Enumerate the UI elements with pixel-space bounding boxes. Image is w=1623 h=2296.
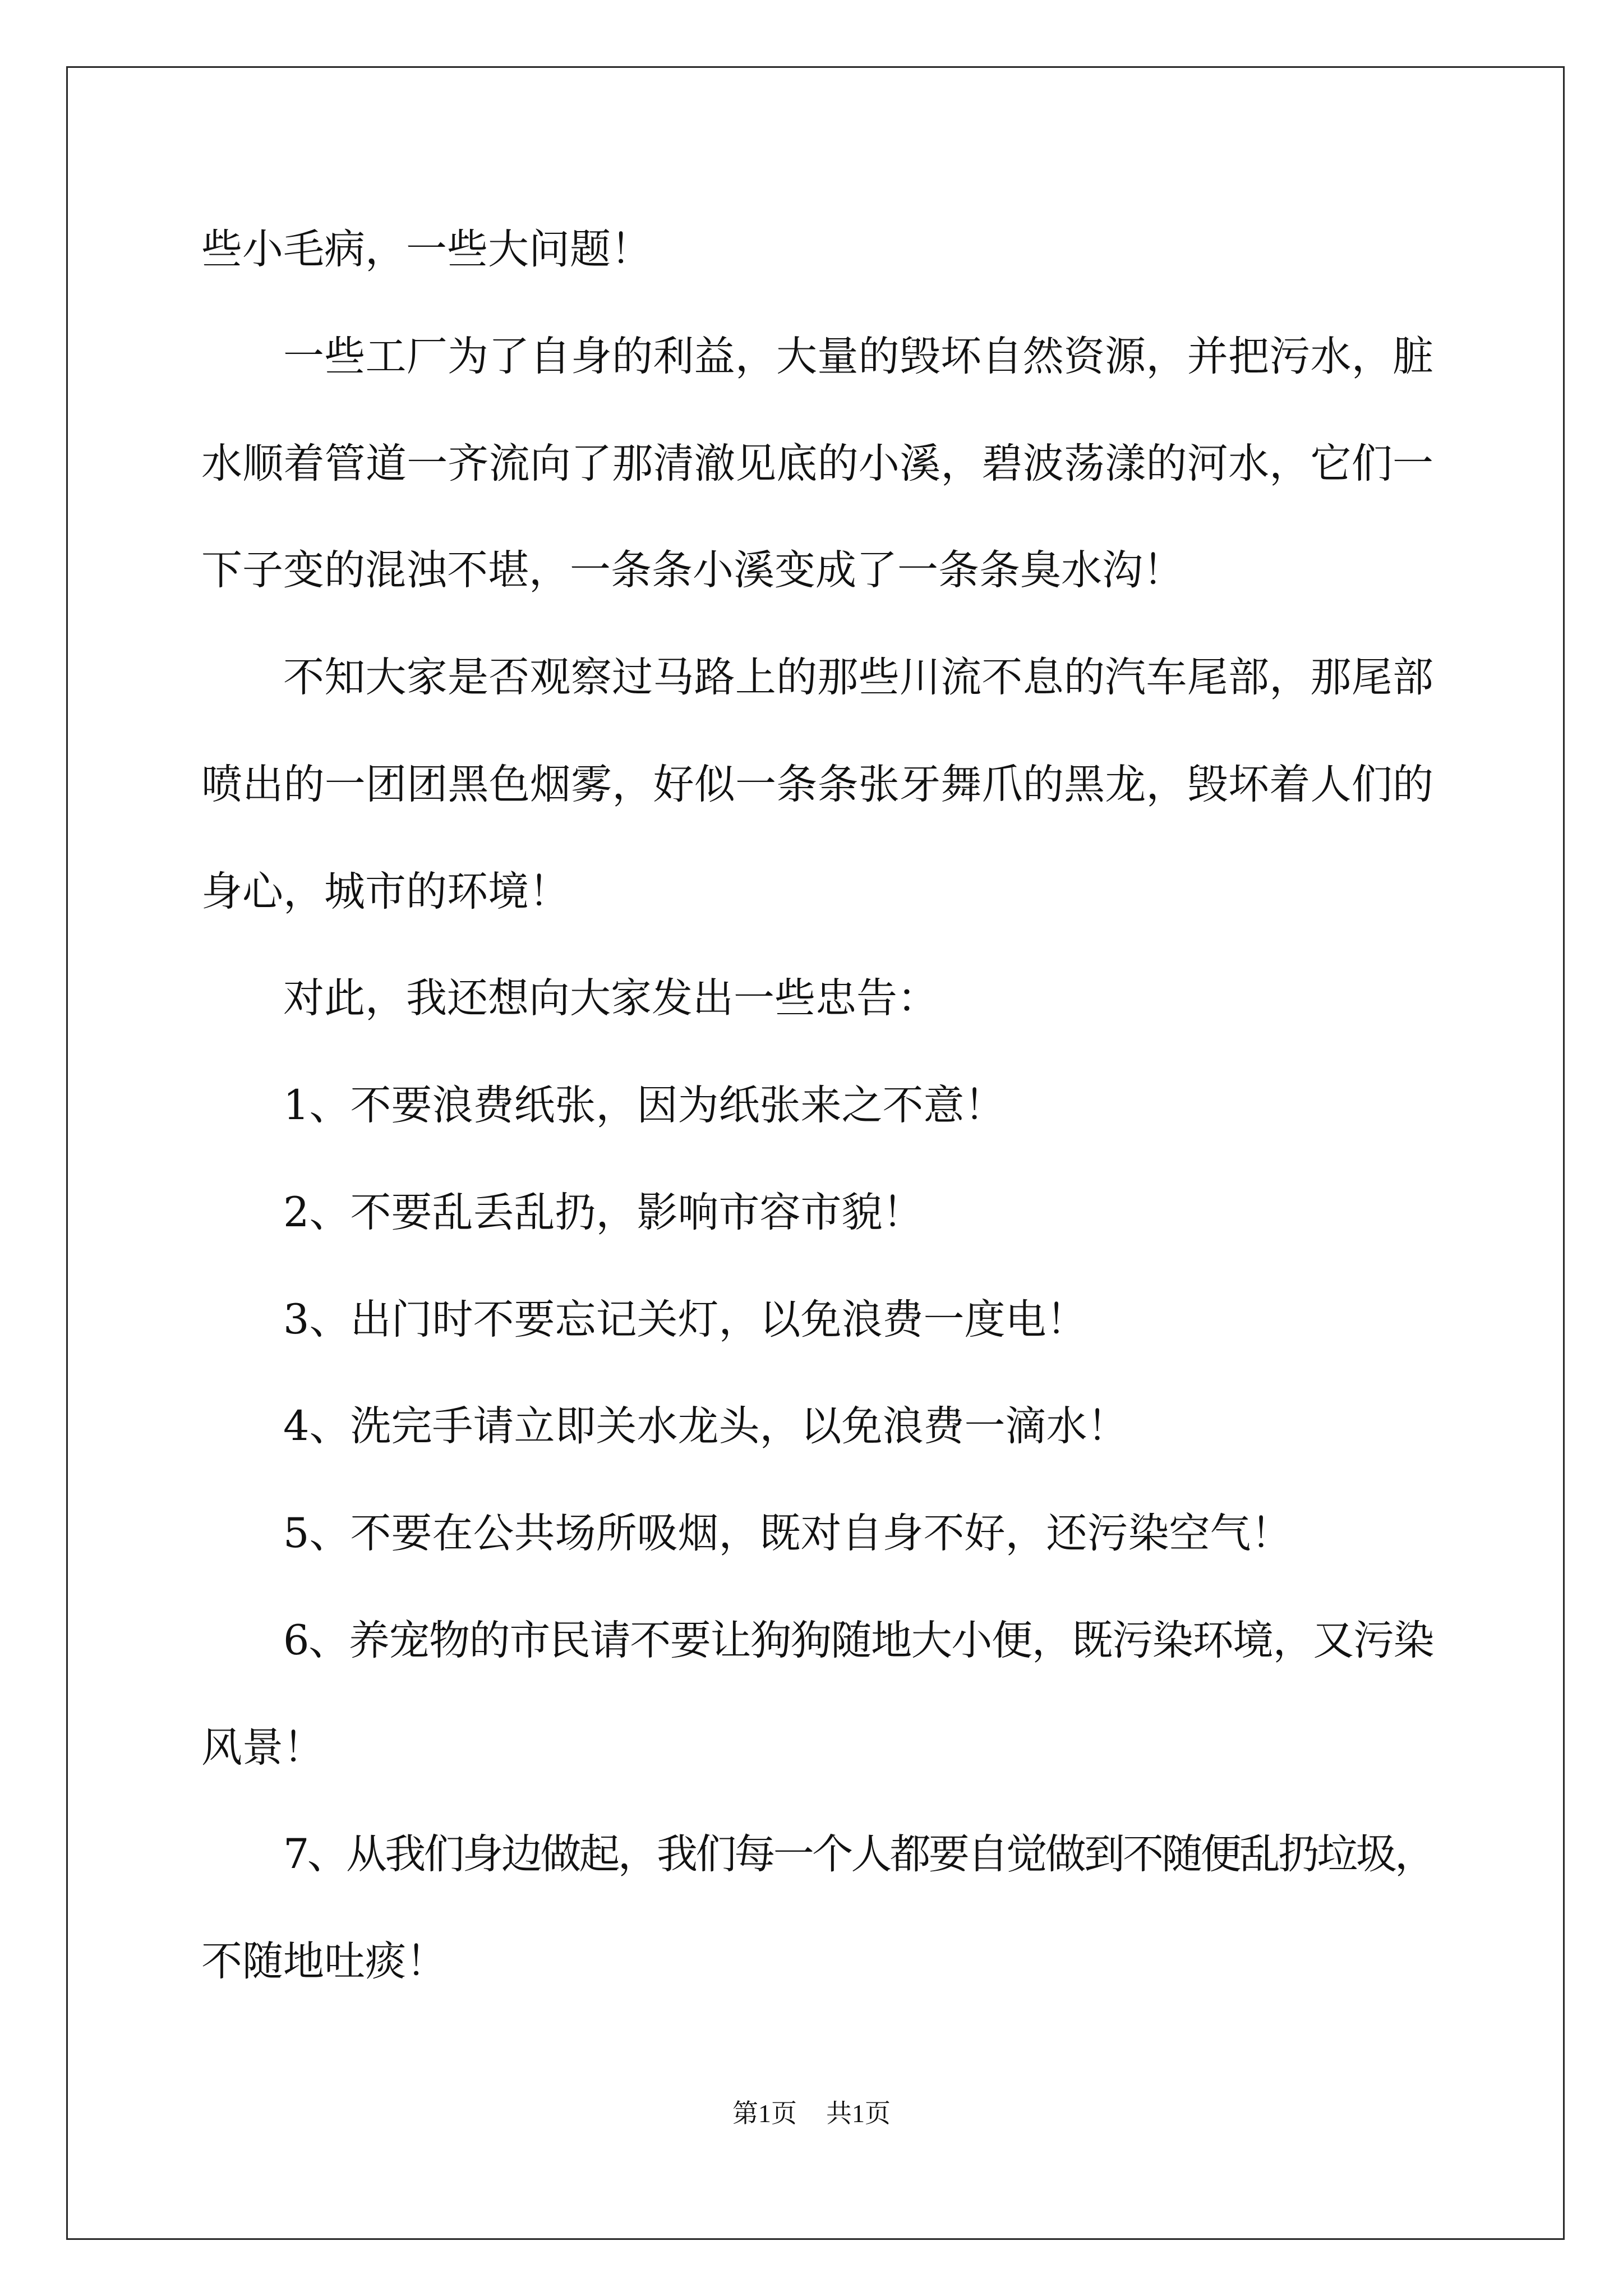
- advice-item: [201, 1052, 1433, 1159]
- paragraph: [201, 196, 1433, 303]
- advice-intro: [201, 945, 1433, 1052]
- paragraph-line: 4、洗完手请立即关水龙头，以免浪费一滴水！: [283, 1402, 1128, 1451]
- paragraph-line: 风景！: [201, 1723, 324, 1772]
- paragraph-line: 7、从我们身边做起，我们每一个人都要自觉做到不随便乱扔垃圾，: [283, 1830, 1433, 1879]
- page-number-current: 第1页: [732, 2099, 797, 2128]
- paragraph-line: 喷出的一团团黑色烟雾，好似一条条张牙舞爪的黑龙，毁坏着人们的: [201, 760, 1433, 808]
- advice-item: [201, 1267, 1433, 1374]
- page-number-total: 共1页: [826, 2099, 891, 2128]
- paragraph-line: 3、出门时不要忘记关灯，以免浪费一度电！: [283, 1295, 1087, 1343]
- paragraph: [201, 624, 1433, 945]
- paragraph-line: 一些工厂为了自身的利益，大量的毁坏自然资源，并把污水，脏: [283, 332, 1433, 380]
- paragraph-line: 不知大家是否观察过马路上的那些川流不息的汽车尾部，那尾部: [283, 654, 1433, 701]
- advice-item: [201, 1373, 1433, 1480]
- advice-item: [201, 1159, 1433, 1267]
- paragraph-line: 身心，城市的环境！: [201, 867, 570, 915]
- paragraph-line: 水顺着管道一齐流向了那清澈见底的小溪，碧波荡漾的河水，它们一: [201, 439, 1433, 487]
- document-body: [201, 196, 1433, 2016]
- page-footer: [0, 2101, 1623, 2127]
- paragraph-line: 5、不要在公共场所吸烟，既对自身不好，还污染空气！: [283, 1510, 1292, 1557]
- paragraph-line: 1、不要浪费纸张，因为纸张来之不意！: [283, 1082, 1006, 1129]
- paragraph-line: 下子变的混浊不堪，一条条小溪变成了一条条臭水沟！: [201, 546, 1184, 595]
- paragraph-line: 6、养宠物的市民请不要让狗狗随地大小便，既污染环境，又污染: [283, 1616, 1433, 1664]
- paragraph: [201, 303, 1433, 624]
- paragraph-line: 2、不要乱丢乱扔，影响市容市貌！: [283, 1188, 924, 1236]
- paragraph-line: 些小毛病，一些大问题！: [201, 226, 652, 273]
- paragraph-line: 对此，我还想向大家发出一些忠告：: [283, 974, 938, 1023]
- paragraph-line: 不随地吐痰！: [201, 1938, 447, 1985]
- advice-item: [201, 1801, 1433, 2016]
- advice-item: [201, 1480, 1433, 1588]
- advice-item: [201, 1588, 1433, 1802]
